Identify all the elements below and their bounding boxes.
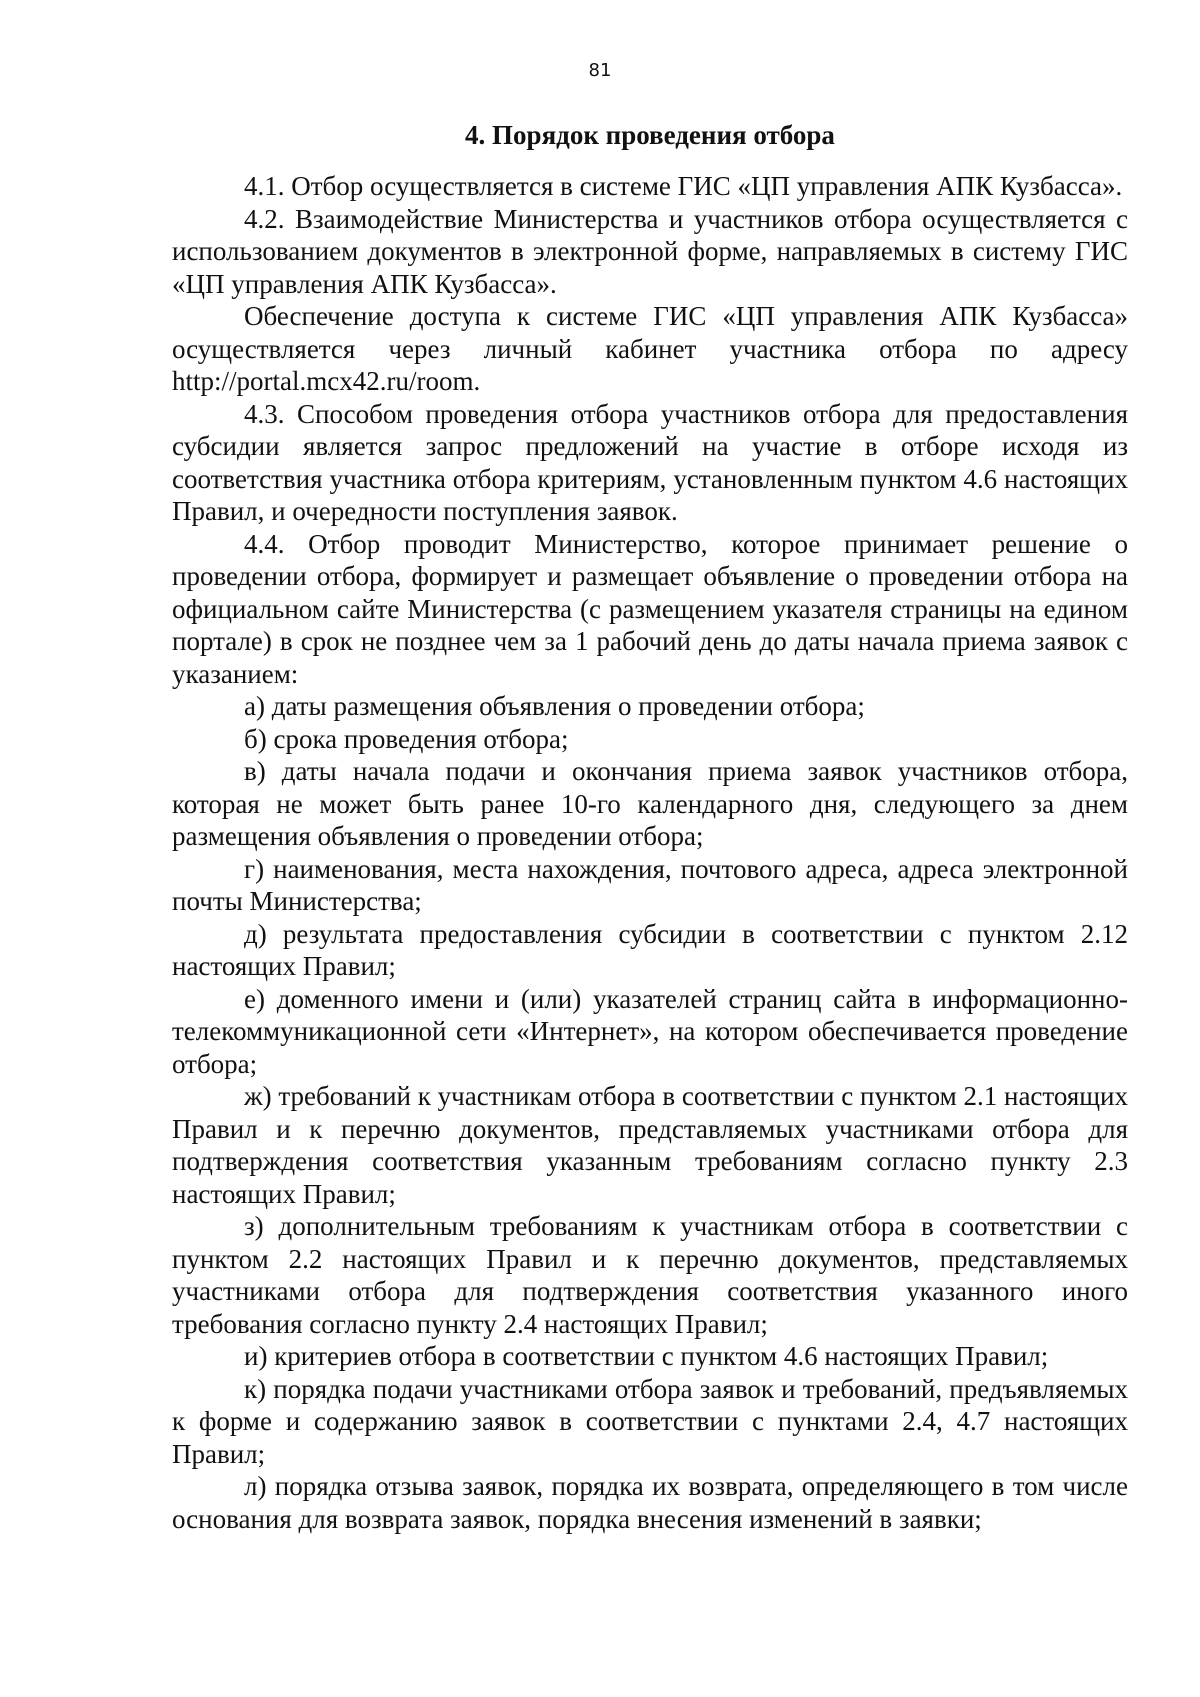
document-body — [172, 170, 1128, 1535]
page-number: 81 — [588, 60, 612, 81]
paragraph-4-2: 4.2. Взаимодействие Министерства и участников отбора осуществляется с использованием документов в электронной форме, направляемых в систему ГИС «ЦП управления АПК Кузбасса». — [172, 203, 1128, 299]
list-item-zh: ж) требований к участникам отбора в соответствии с пунктом 2.1 настоящих Правил и к перечню документов, представляемых участниками отбора для подтверждения соответствия указанным требованиям согласно пункту 2.3 настоящих Правил; — [172, 1081, 1128, 1209]
section-heading: 4. Порядок проведения отбора — [465, 120, 835, 150]
list-item-g: г) наименования, места нахождения, почтового адреса, адреса электронной почты Министерства; — [172, 853, 1128, 916]
list-item-l: л) порядка отзыва заявок, порядка их возврата, определяющего в том числе основания для возврата заявок, порядка внесения изменений в заявки; — [172, 1471, 1128, 1534]
paragraph-4-4: 4.4. Отбор проводит Министерство, которое принимает решение о проведении отбора, формирует и размещает объявление о проведении отбора на официальном сайте Министерства (с размещением указателя страницы на едином портале) в срок не позднее чем за 1 рабочий день до даты начала приема заявок с указанием: — [172, 528, 1128, 689]
list-item-i: и) критериев отбора в соответствии с пунктом 4.6 настоящих Правил; — [244, 1341, 1049, 1371]
list-item-d: д) результата предоставления субсидии в соответствии с пунктом 2.12 настоящих Правил; — [172, 918, 1128, 981]
list-item-z: з) дополнительным требованиям к участникам отбора в соответствии с пунктом 2.2 настоящих Правил и к перечню документов, представляемых участниками отбора для подтверждения соответствия указанного иного требования согласно пункту 2.4 настоящих Правил; — [172, 1211, 1128, 1339]
list-item-e: е) доменного имени и (или) указателей страниц сайта в информационно-телекоммуникационной сети «Интернет», на котором обеспечивается проведение отбора; — [172, 983, 1128, 1079]
list-item-k: к) порядка подачи участниками отбора заявок и требований, предъявляемых к форме и содержанию заявок в соответствии с пунктами 2.4, 4.7 настоящих Правил; — [172, 1373, 1128, 1469]
list-item-a: а) даты размещения объявления о проведении отбора; — [244, 691, 865, 721]
list-item-v: в) даты начала подачи и окончания приема заявок участников отбора, которая не может быть ранее 10-го календарного дня, следующего за днем размещения объявления о проведении отбора; — [172, 756, 1128, 851]
paragraph-4-1: 4.1. Отбор осуществляется в системе ГИС «ЦП управления АПК Кузбасса». — [244, 171, 1123, 201]
paragraph-4-3: 4.3. Способом проведения отбора участников отбора для предоставления субсидии является запрос предложений на участие в отборе исходя из соответствия участника отбора критериям, установленным пунктом 4.6 настоящих Правил, и очередности поступления заявок. — [172, 398, 1128, 526]
paragraph-access: Обеспечение доступа к системе ГИС «ЦП управления АПК Кузбасса» осуществляется через личный кабинет участника отбора по адресу http://portal.mcx42.ru/room. — [172, 301, 1128, 396]
list-item-b: б) срока проведения отбора; — [244, 723, 569, 754]
